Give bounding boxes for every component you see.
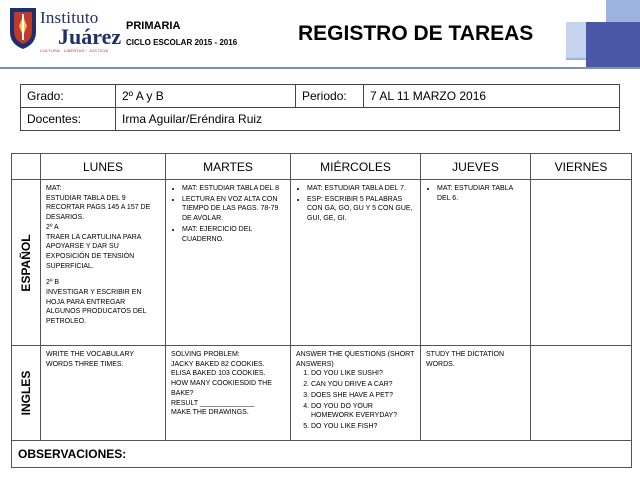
decorative-block (586, 22, 640, 68)
espanol-jueves-cell (421, 180, 531, 346)
ingles-row (12, 346, 632, 441)
list-item: 5. DO YOU LIKE FISH? (311, 422, 415, 432)
day-header-martes: MARTES (166, 154, 291, 180)
period-value: 7 AL 11 MARZO 2016 (364, 85, 620, 108)
school-cycle: CICLO ESCOLAR 2015 - 2016 (126, 38, 238, 47)
list-item: 2. CAN YOU DRIVE A CAR? (311, 380, 415, 390)
task-text: STUDY THE DICTATION WORDS. (426, 351, 505, 368)
subject-label-espanol: ESPAÑOL (12, 180, 41, 346)
task-text: ESTUDIAR TABLA DEL 9 (46, 194, 126, 202)
school-crest-icon (8, 6, 38, 50)
list-item: • MAT: ESTUDIAR TABLA DEL 8 (182, 184, 285, 194)
teachers-label: Docentes: (21, 108, 116, 131)
espanol-lunes-cell (41, 180, 166, 346)
list-item: • LECTURA EN VOZ ALTA CON TIEMPO DE LAS PAGS. 78-79 DE AVOLAR. (182, 195, 285, 224)
ingles-jueves-cell (421, 346, 531, 441)
task-text: WRITE THE VOCABULARY WORDS THREE TIMES. (46, 351, 134, 368)
espanol-martes-cell (166, 180, 291, 346)
day-header-miercoles: MIÉRCOLES (291, 154, 421, 180)
grade-value: 2º A y B (116, 85, 296, 108)
list-item: • MAT: EJERCICIO DEL CUADERNO. (182, 225, 285, 244)
list-item: • MAT: ESTUDIAR TABLA DEL 7. (307, 184, 415, 194)
observations-label: OBSERVACIONES: (12, 441, 632, 468)
task-text: 2º A (46, 223, 59, 231)
page-title: REGISTRO DE TAREAS (298, 22, 534, 45)
day-header-jueves: JUEVES (421, 154, 531, 180)
task-text: ANSWER THE QUESTIONS (SHORT ANSWERS) (296, 351, 415, 368)
subject-label-ingles: INGLES (12, 346, 41, 441)
homework-table (11, 153, 632, 468)
task-text: INVESTIGAR Y ESCRIBIR EN HOJA PARA ENTREGAR ALGUNOS PRODUCATOS DEL PETROLEO. (46, 289, 147, 326)
ingles-viernes-cell (531, 346, 632, 441)
task-text: RECORTAR PAGS 145 A 157 DE DESARIOS. (46, 204, 151, 222)
logo-name-line2: Juárez (58, 24, 122, 49)
ingles-miercoles-cell (291, 346, 421, 441)
ingles-lunes-cell (41, 346, 166, 441)
period-label: Periodo: (296, 85, 364, 108)
decorative-block (566, 0, 606, 22)
list-item: 1. DO YOU LIKE SUSHI? (311, 369, 415, 379)
header-divider (0, 67, 640, 69)
list-item: 4. DO YOU DO YOUR HOMEWORK EVERYDAY? (311, 402, 415, 421)
info-row (21, 85, 620, 108)
task-text: TRAER LA CARTULINA PARA APOYARSE Y DAR SU EXPOSICIÓN DE TENSIÓN SUPERFICIAL. (46, 233, 142, 270)
grade-label: Grado: (21, 85, 116, 108)
task-text: HOW MANY COOKIESDID THE BAKE? (171, 380, 272, 397)
info-row (21, 108, 620, 131)
espanol-row (12, 180, 632, 346)
teachers-value: Irma Aguilar/Eréndira Ruiz (116, 108, 620, 131)
task-text: MAKE THE DRAWINGS. (171, 409, 249, 417)
logo-name-line1: Instituto (40, 8, 99, 27)
corner-cell (12, 154, 41, 180)
list-item: 3. DOES SHE HAVE A PET? (311, 391, 415, 401)
decorative-block (566, 22, 586, 58)
ingles-martes-cell (166, 346, 291, 441)
list-item: • ESP: ESCRIBIR 5 PALABRAS CON GA, GO, GU Y 5 CON GUE, GUI, GE, GI. (307, 195, 415, 224)
espanol-miercoles-cell (291, 180, 421, 346)
task-text: SOLVING PROBLEM: (171, 351, 240, 358)
day-header-lunes: LUNES (41, 154, 166, 180)
task-text: RESULT ______________ (171, 399, 255, 407)
logo-tagline: CULTURA · LIBERTAD · JUSTICIA (40, 48, 109, 53)
school-level: PRIMARIA (126, 20, 181, 32)
observations-row (12, 441, 632, 468)
task-text: 2º B (46, 279, 60, 287)
day-header-viernes: VIERNES (531, 154, 632, 180)
list-item: • MAT: ESTUDIAR TABLA DEL 6. (437, 184, 525, 203)
info-table (20, 84, 620, 131)
task-text: JACKY BAKED 82 COOKIES. (171, 360, 265, 368)
task-text: MAT: (46, 185, 62, 192)
days-header-row (12, 154, 632, 180)
task-text: ELISA BAKED 103 COOKIES. (171, 370, 266, 378)
school-logo (8, 6, 120, 56)
espanol-viernes-cell (531, 180, 632, 346)
